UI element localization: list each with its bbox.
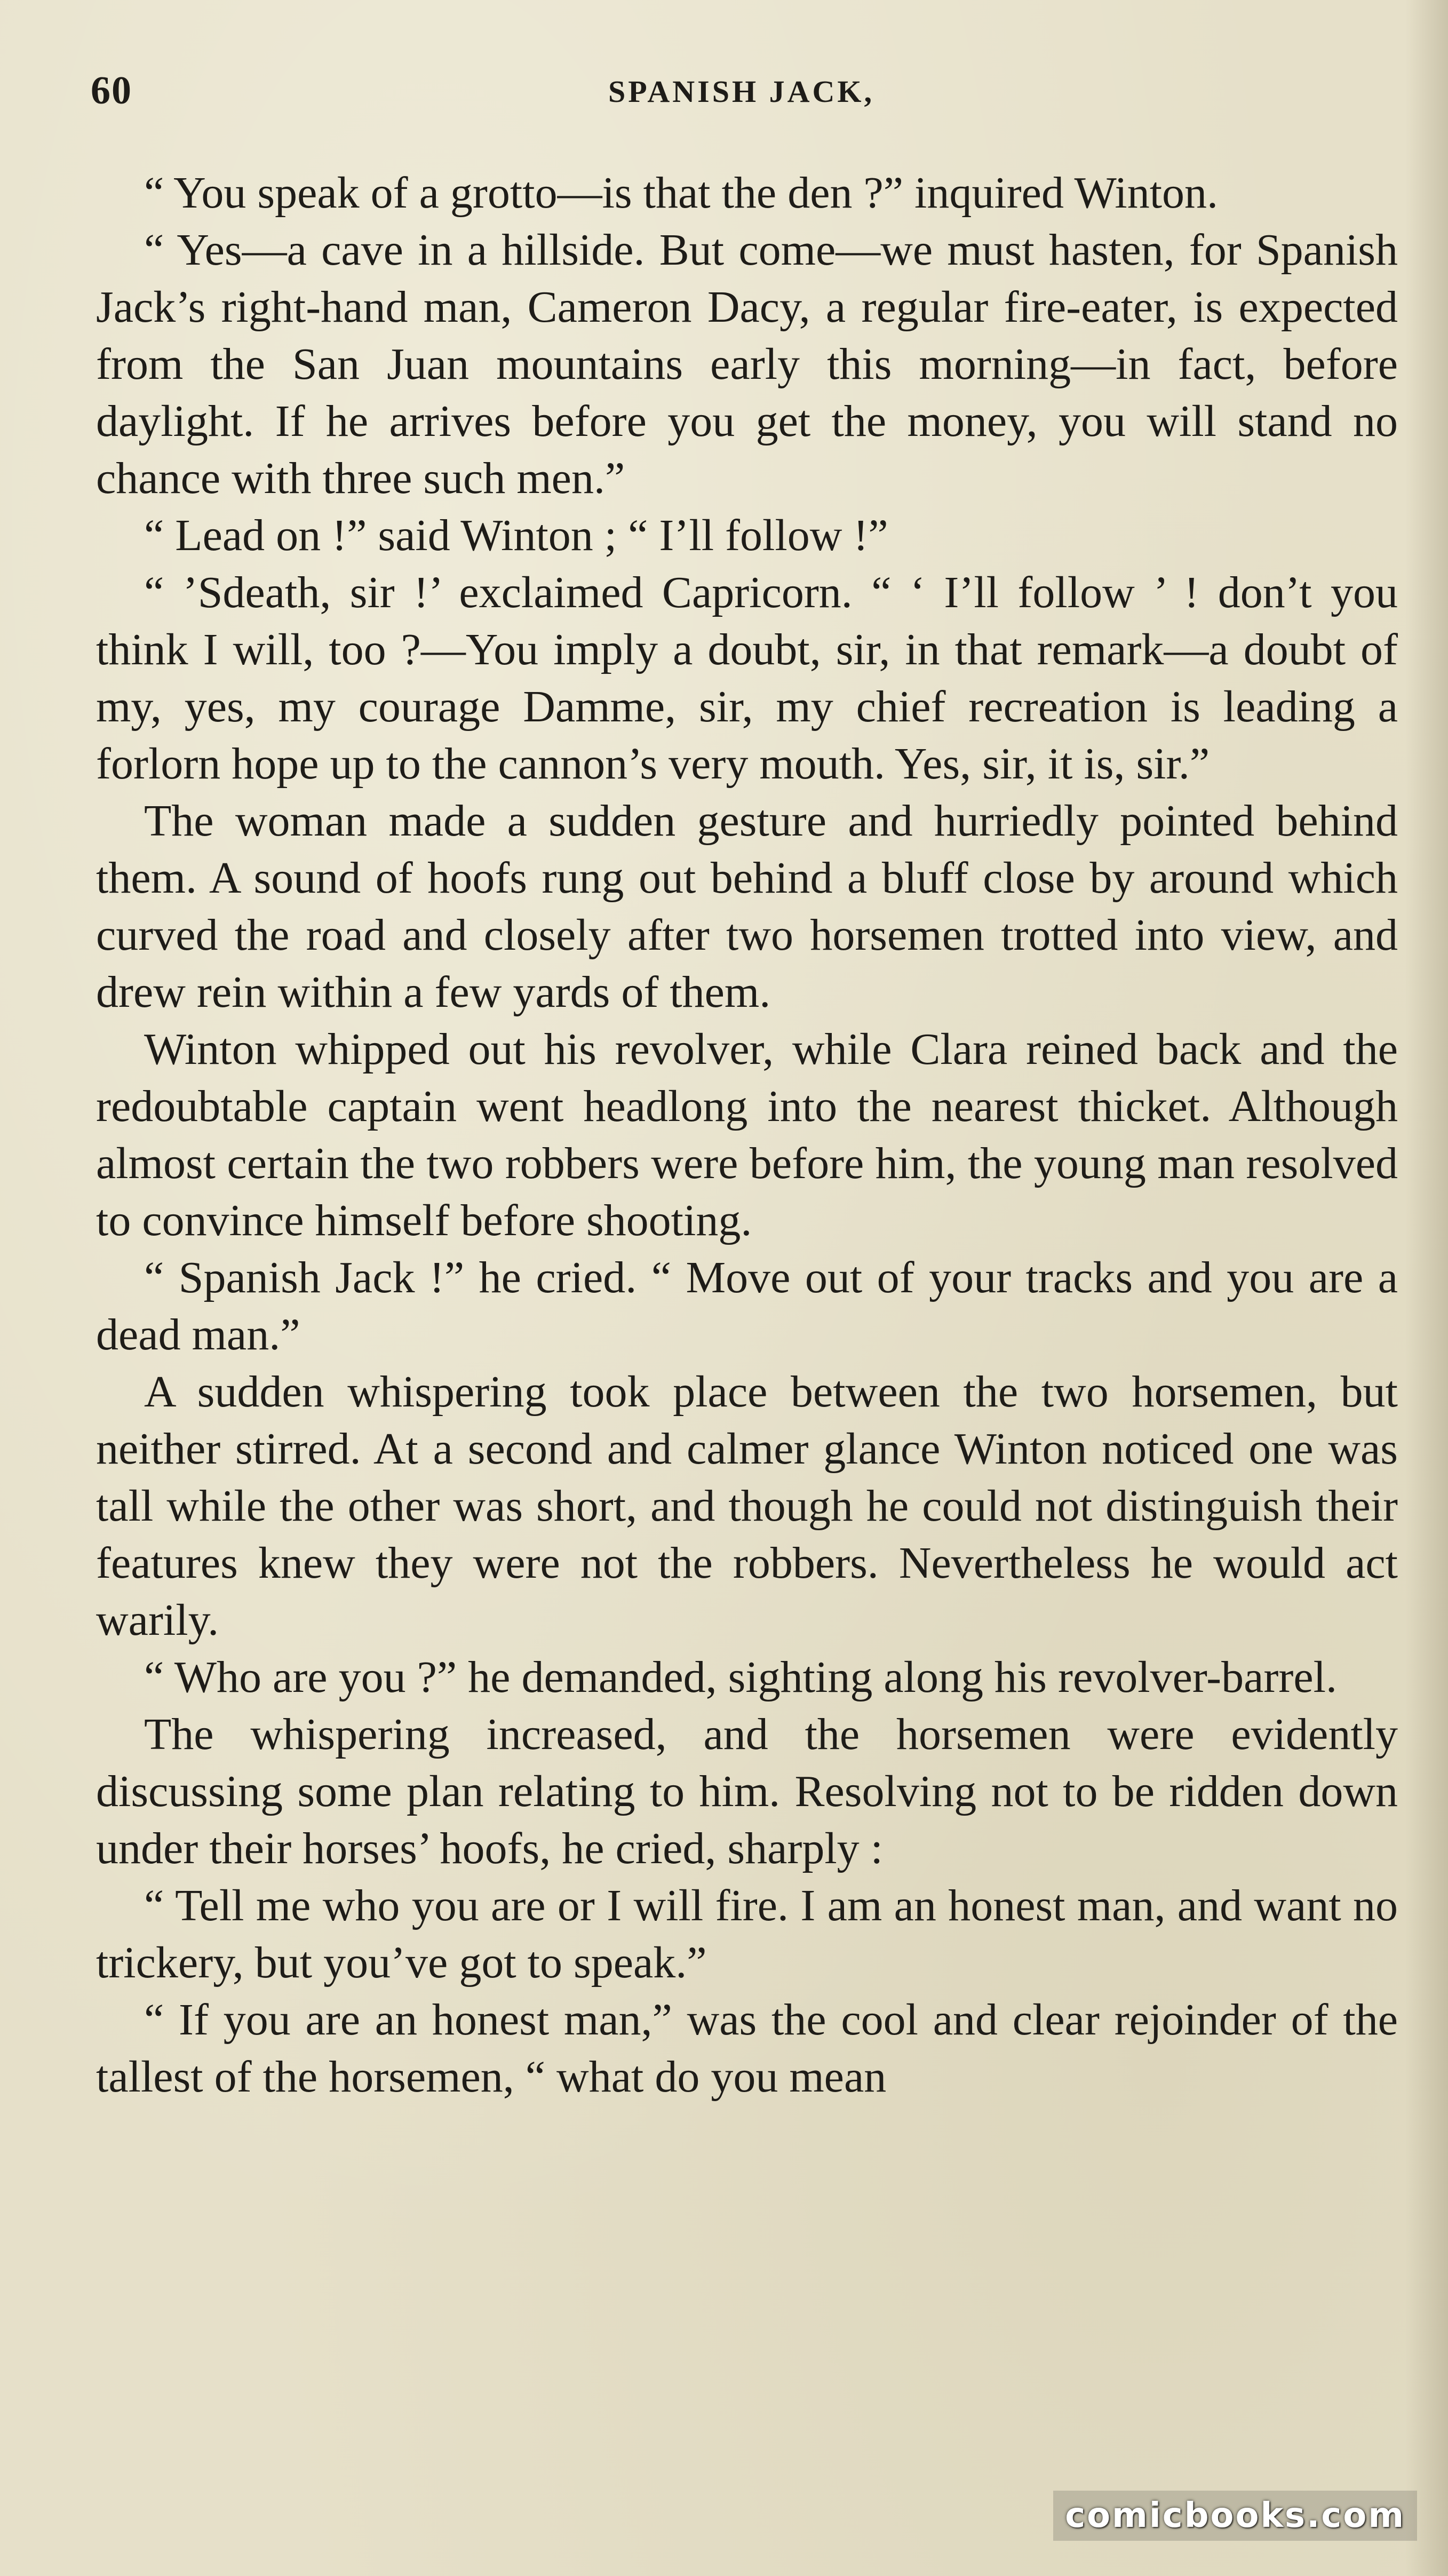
paragraph: The woman made a sudden gesture and hurriedly pointed behind them. A sound of hoofs rung out behind a bluff close by around which curved the road and closely after two horsemen trotted into view, and drew rein within a few yards of them. [96,796,1398,1017]
page-edge-shadow [1405,0,1448,2576]
paragraph: The whispering increased, and the horsemen were evidently discussing some plan relating to him. Resolving not to be ridden down under their horses’ hoofs, he cried, sharply : [96,1710,1398,1873]
page-number: 60 [91,69,132,113]
paragraph: “ Tell me who you are or I will fire. I am an honest man, and want no trickery, but you’ve got to speak.” [96,1881,1398,1987]
paragraph: “ Who are you ?” he demanded, sighting along his revolver-barrel. [144,1652,1337,1702]
paragraph: “ Yes—a cave in a hillside. But come—we must hasten, for Spanish Jack’s right-hand man, Cameron Dacy, a regular fire-eater, is expected from the San Juan mountains early this morning—in fact, before daylight. If he arrives before you get the money, you will stand no chance with three such men.” [96,225,1398,503]
paragraph: Winton whipped out his revolver, while Clara reined back and the redoubtable captain went headlong into the nearest thicket. Although almost certain the two robbers were before him, the young man resolved to convince himself before shooting. [96,1024,1398,1245]
paragraph: “ If you are an honest man,” was the cool and clear rejoinder of the tallest of the horsemen, “ what do you mean [96,1995,1398,2102]
paragraph: “ Spanish Jack !” he cried. “ Move out of your tracks and you are a dead man.” [96,1253,1398,1359]
paragraph: “ ’Sdeath, sir !’ exclaimed Capricorn. “ ‘ I’ll follow ’ ! don’t you think I will, too ?—You imply a doubt, sir, in that remark—a doubt of my, yes, my courage Damme, sir, my chief recreation is leading a forlorn hope up to the cannon’s very mouth. Yes, sir, it is, sir.” [96,568,1398,789]
paragraph: “ Lead on !” said Winton ; “ I’ll follow !” [144,511,888,560]
body-text [96,164,1398,2105]
watermark: comicbooks.com [1053,2491,1417,2541]
page-header [91,68,1411,116]
paragraph: “ You speak of a grotto—is that the den ?” inquired Winton. [144,168,1219,218]
running-head: SPANISH JACK, [608,74,874,109]
paragraph: A sudden whispering took place between the two horsemen, but neither stirred. At a second and calmer glance Winton noticed one was tall while the other was short, and though he could not distinguish their features knew they were not the robbers. Nevertheless he would act warily. [96,1367,1398,1645]
